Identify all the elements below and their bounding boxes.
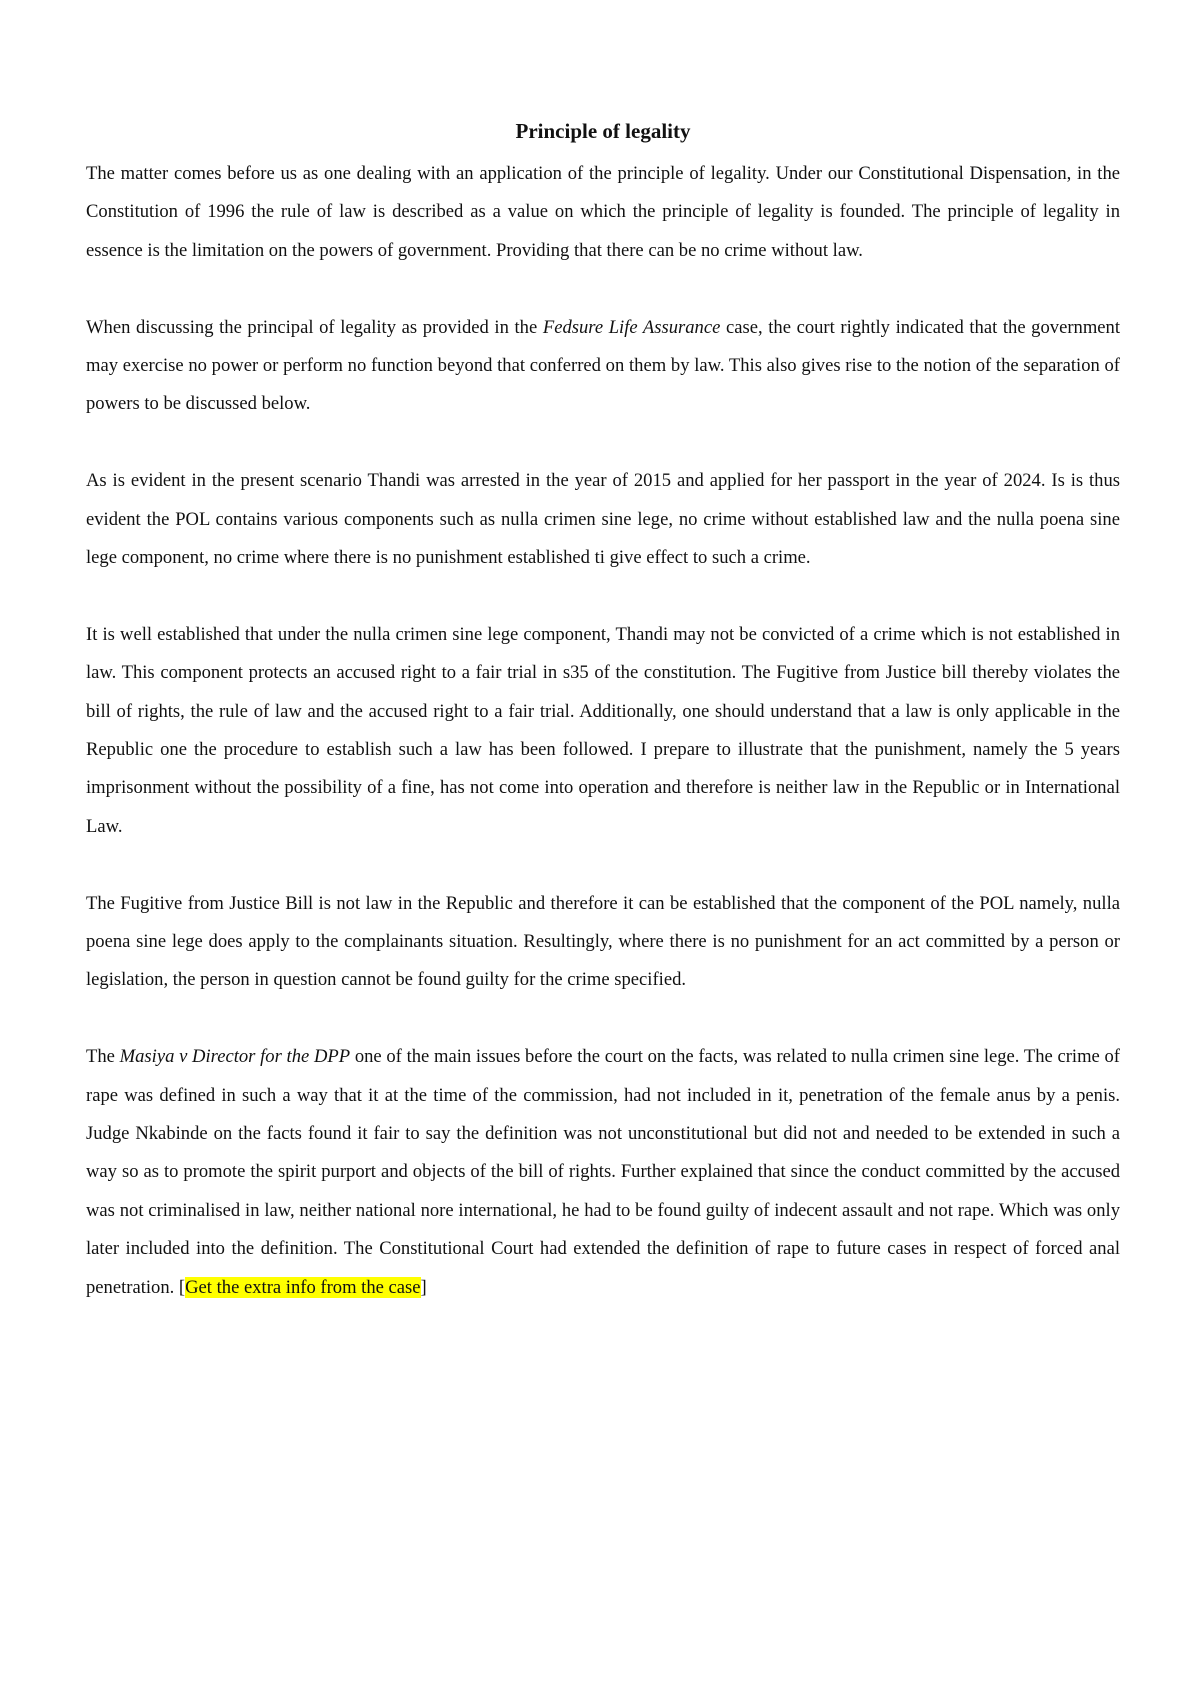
- paragraph-text: The: [86, 1046, 120, 1068]
- paragraph-text: When discussing the principal of legality as provided in the: [86, 316, 543, 338]
- paragraph-nulla-crimen: It is well established that under the nulla crimen sine lege component, Thandi may not be convicted of a crime which is not established in law. This component protects an accused right to a fair trial in s35 of the constitution. The Fugitive from Justice bill thereby violates the bill of rights, the rule of law and the accused right to a fair trial. Additionally, one should understand that a law is only applicable in the Republic one the procedure to establish such a law has been followed. I prepare to illustrate that the punishment, namely the 5 years imprisonment without the possibility of a fine, has not come into operation and therefore is neither law in the Republic or in International Law.: [86, 623, 1120, 837]
- page-title: Principle of legality: [515, 119, 691, 143]
- highlighted-note: Get the extra info from the case: [185, 1276, 421, 1298]
- paragraph-scenario: As is evident in the present scenario Thandi was arrested in the year of 2015 and applied for her passport in the year of 2024. Is is thus evident the POL contains various components such as nulla crimen sine lege, no crime without established law and the nulla poena sine lege component, no crime where there is no punishment established ti give effect to such a crime.: [86, 470, 1120, 569]
- case-name-fedsure: Fedsure Life Assurance: [542, 316, 721, 338]
- case-name-masiya: Masiya v Director for the DPP: [119, 1046, 351, 1068]
- closing-bracket: ]: [420, 1276, 427, 1298]
- paragraph-masiya: [86, 1038, 1120, 1307]
- paragraph-text: case, the court rightly indicated that the government may exercise no power or perform no function beyond that conferred on them by law. This also gives rise to the notion of the separation of powers to be discussed below.: [86, 316, 1120, 415]
- paragraph-text: one of the main issues before the court on the facts, was related to nulla crimen sine lege. The crime of rape was defined in such a way that it at the time of the commission, had not included in it, penetration of the female anus by a penis. Judge Nkabinde on the facts found it fair to say the definition was not unconstitutional but did not and needed to be extended in such a way so as to promote the spirit purport and objects of the bill of rights. Further explained that since the conduct committed by the accused was not criminalised in law, neither national nore international, he had to be found guilty of indecent assault and not rape. Which was only later included into the definition. The Constitutional Court had extended the definition of rape to future cases in respect of forced anal penetration. [: [86, 1046, 1120, 1298]
- paragraph-fugitive-bill: The Fugitive from Justice Bill is not law in the Republic and therefore it can be established that the component of the POL namely, nulla poena sine lege does apply to the complainants situation. Resultingly, where there is no punishment for an act committed by a person or legislation, the person in question cannot be found guilty for the crime specified.: [86, 892, 1120, 991]
- paragraph-fedsure: [86, 309, 1120, 424]
- document-body: [86, 113, 1120, 1346]
- paragraph-principle-intro: The matter comes before us as one dealing with an application of the principle of legality. Under our Constitutional Dispensation, in the Constitution of 1996 the rule of law is described as a value on which the principle of legality is founded. The principle of legality in essence is the limitation on the powers of government. Providing that there can be no crime without law.: [86, 163, 1120, 261]
